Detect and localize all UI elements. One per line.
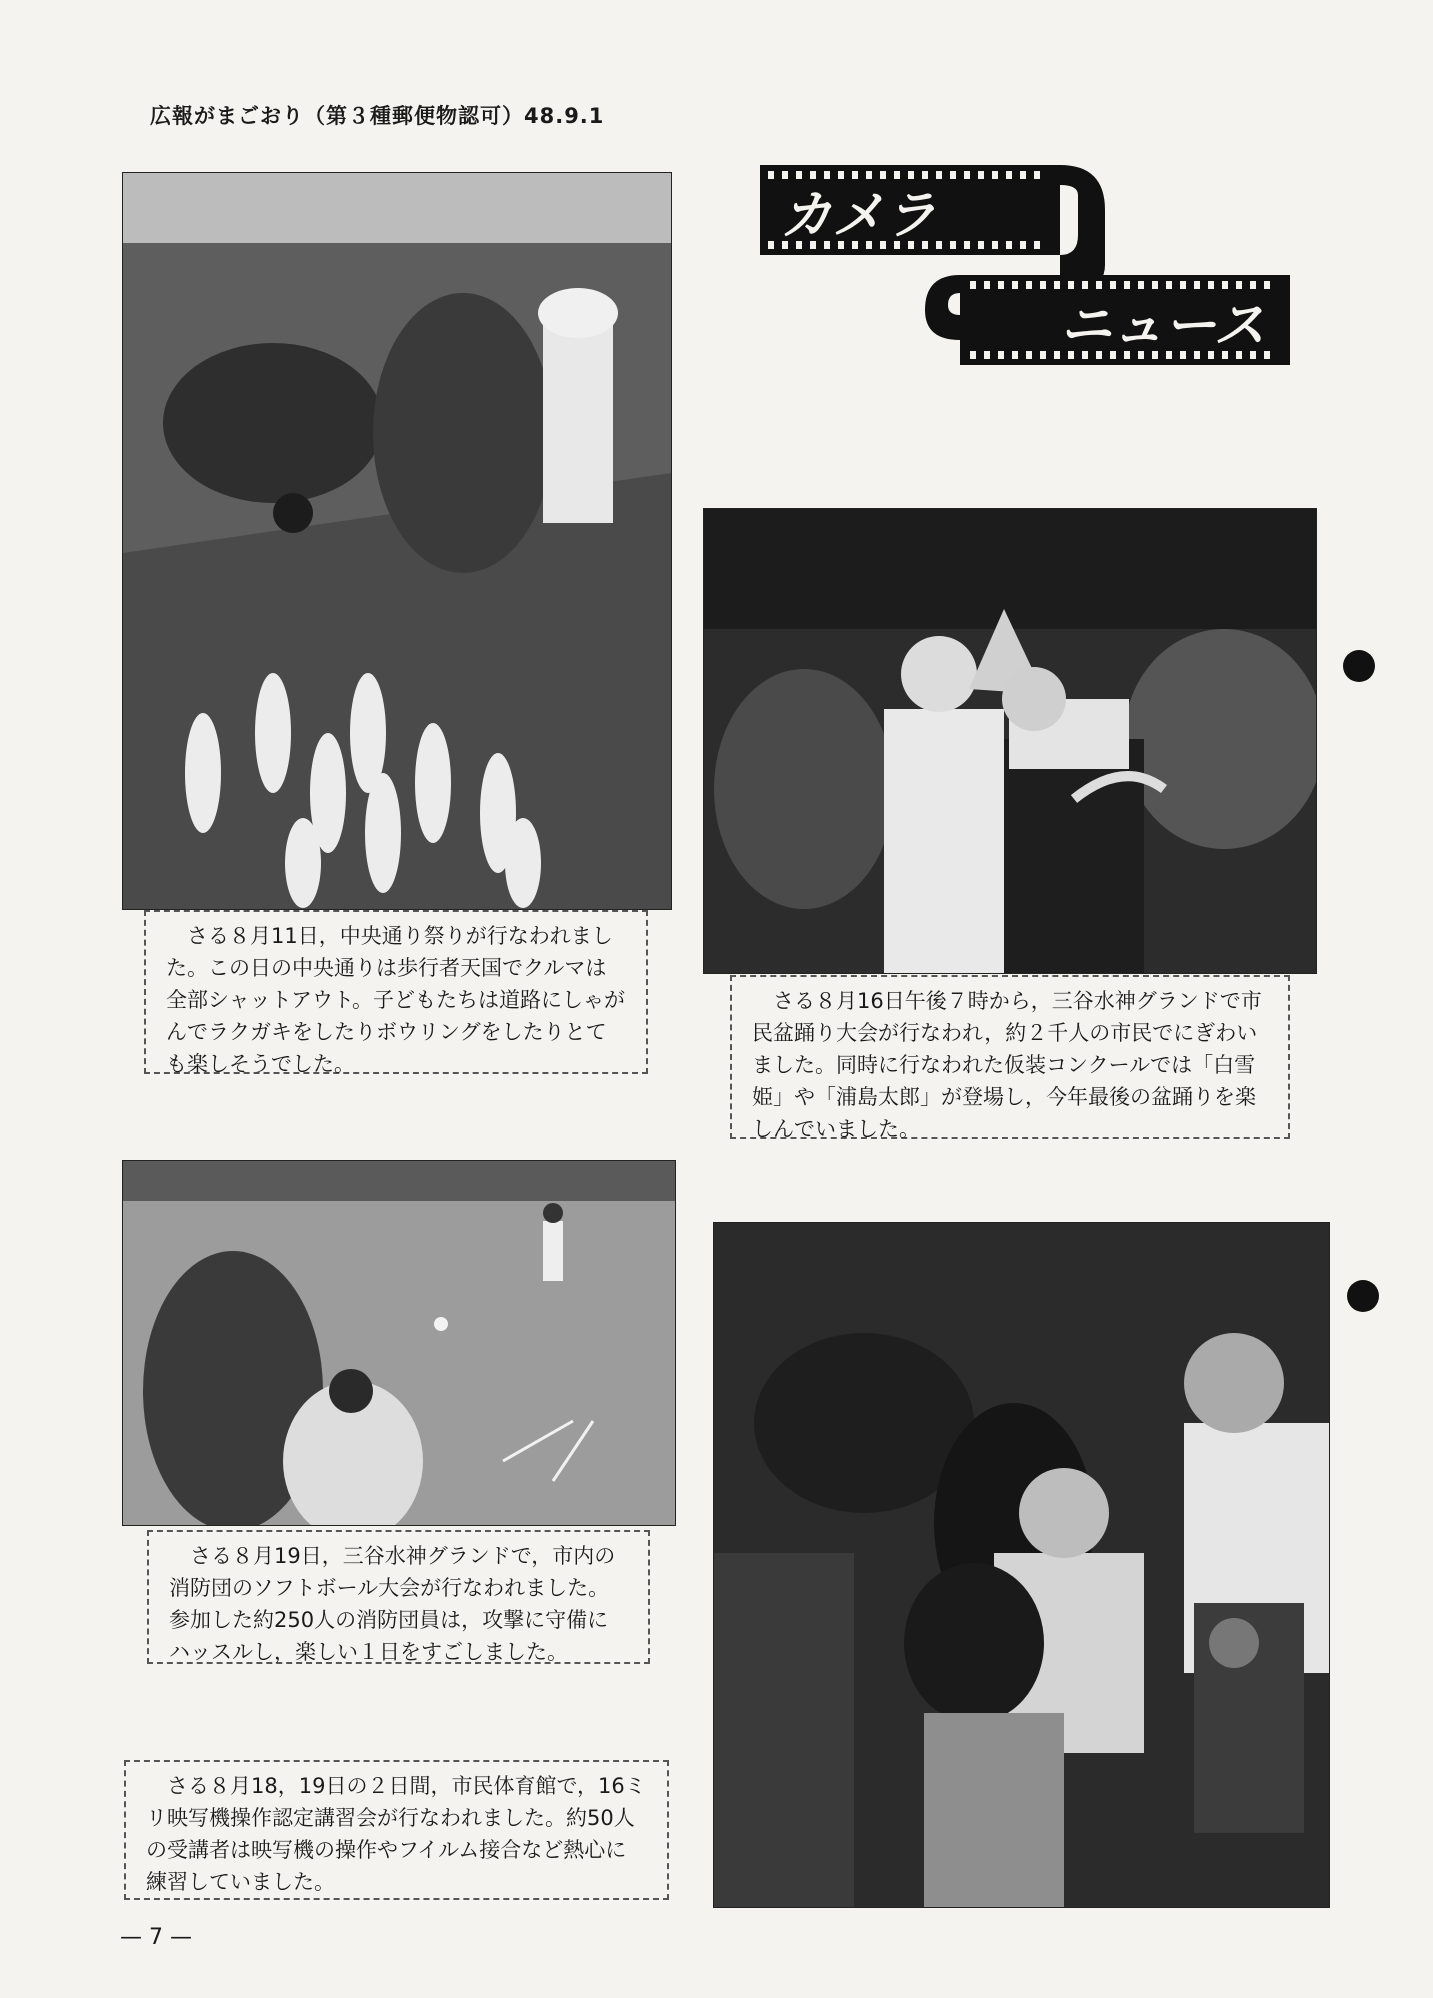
projector-caption: さる８月18，19日の２日間，市民体育館で，16ミリ映写機操作認定講習会が行なわれました。約50人の受講者は映写機の操作やフイルム接合など熱心に練習していました。 bbox=[124, 1760, 669, 1900]
page-header: 広報がまごおり（第３種郵便物認可）48.9.1 bbox=[150, 104, 605, 128]
logo-line2: ニュース bbox=[1060, 296, 1266, 356]
softball-photo bbox=[122, 1160, 676, 1526]
bullet-dot-1 bbox=[1343, 650, 1375, 682]
bowling-photo bbox=[122, 172, 672, 910]
logo-line1: カメラ bbox=[780, 186, 937, 246]
softball-caption: さる８月19日，三谷水神グランドで，市内の消防団のソフトボール大会が行なわれました。参加した約250人の消防団員は，攻撃に守備にハッスルし，楽しい１日をすごしました。 bbox=[147, 1530, 650, 1664]
bullet-dot-2 bbox=[1347, 1280, 1379, 1312]
camera-news-logo bbox=[760, 165, 1290, 365]
bonodori-caption: さる８月16日午後７時から，三谷水神グランドで市民盆踊り大会が行なわれ，約２千人の市民でにぎわいました。同時に行なわれた仮装コンクールでは「白雪姫」や「浦島太郎」が登場し，今年最後の盆踊りを楽しんでいました。 bbox=[730, 975, 1290, 1139]
costume-photo bbox=[703, 508, 1317, 974]
projector-photo bbox=[713, 1222, 1330, 1908]
page-number: — 7 — bbox=[120, 1925, 192, 1950]
bowling-caption: さる８月11日，中央通り祭りが行なわれました。この日の中央通りは歩行者天国でクルマは全部シャットアウト。子どもたちは道路にしゃがんでラクガキをしたりボウリングをしたりとても楽しそうでした。 bbox=[144, 910, 648, 1074]
